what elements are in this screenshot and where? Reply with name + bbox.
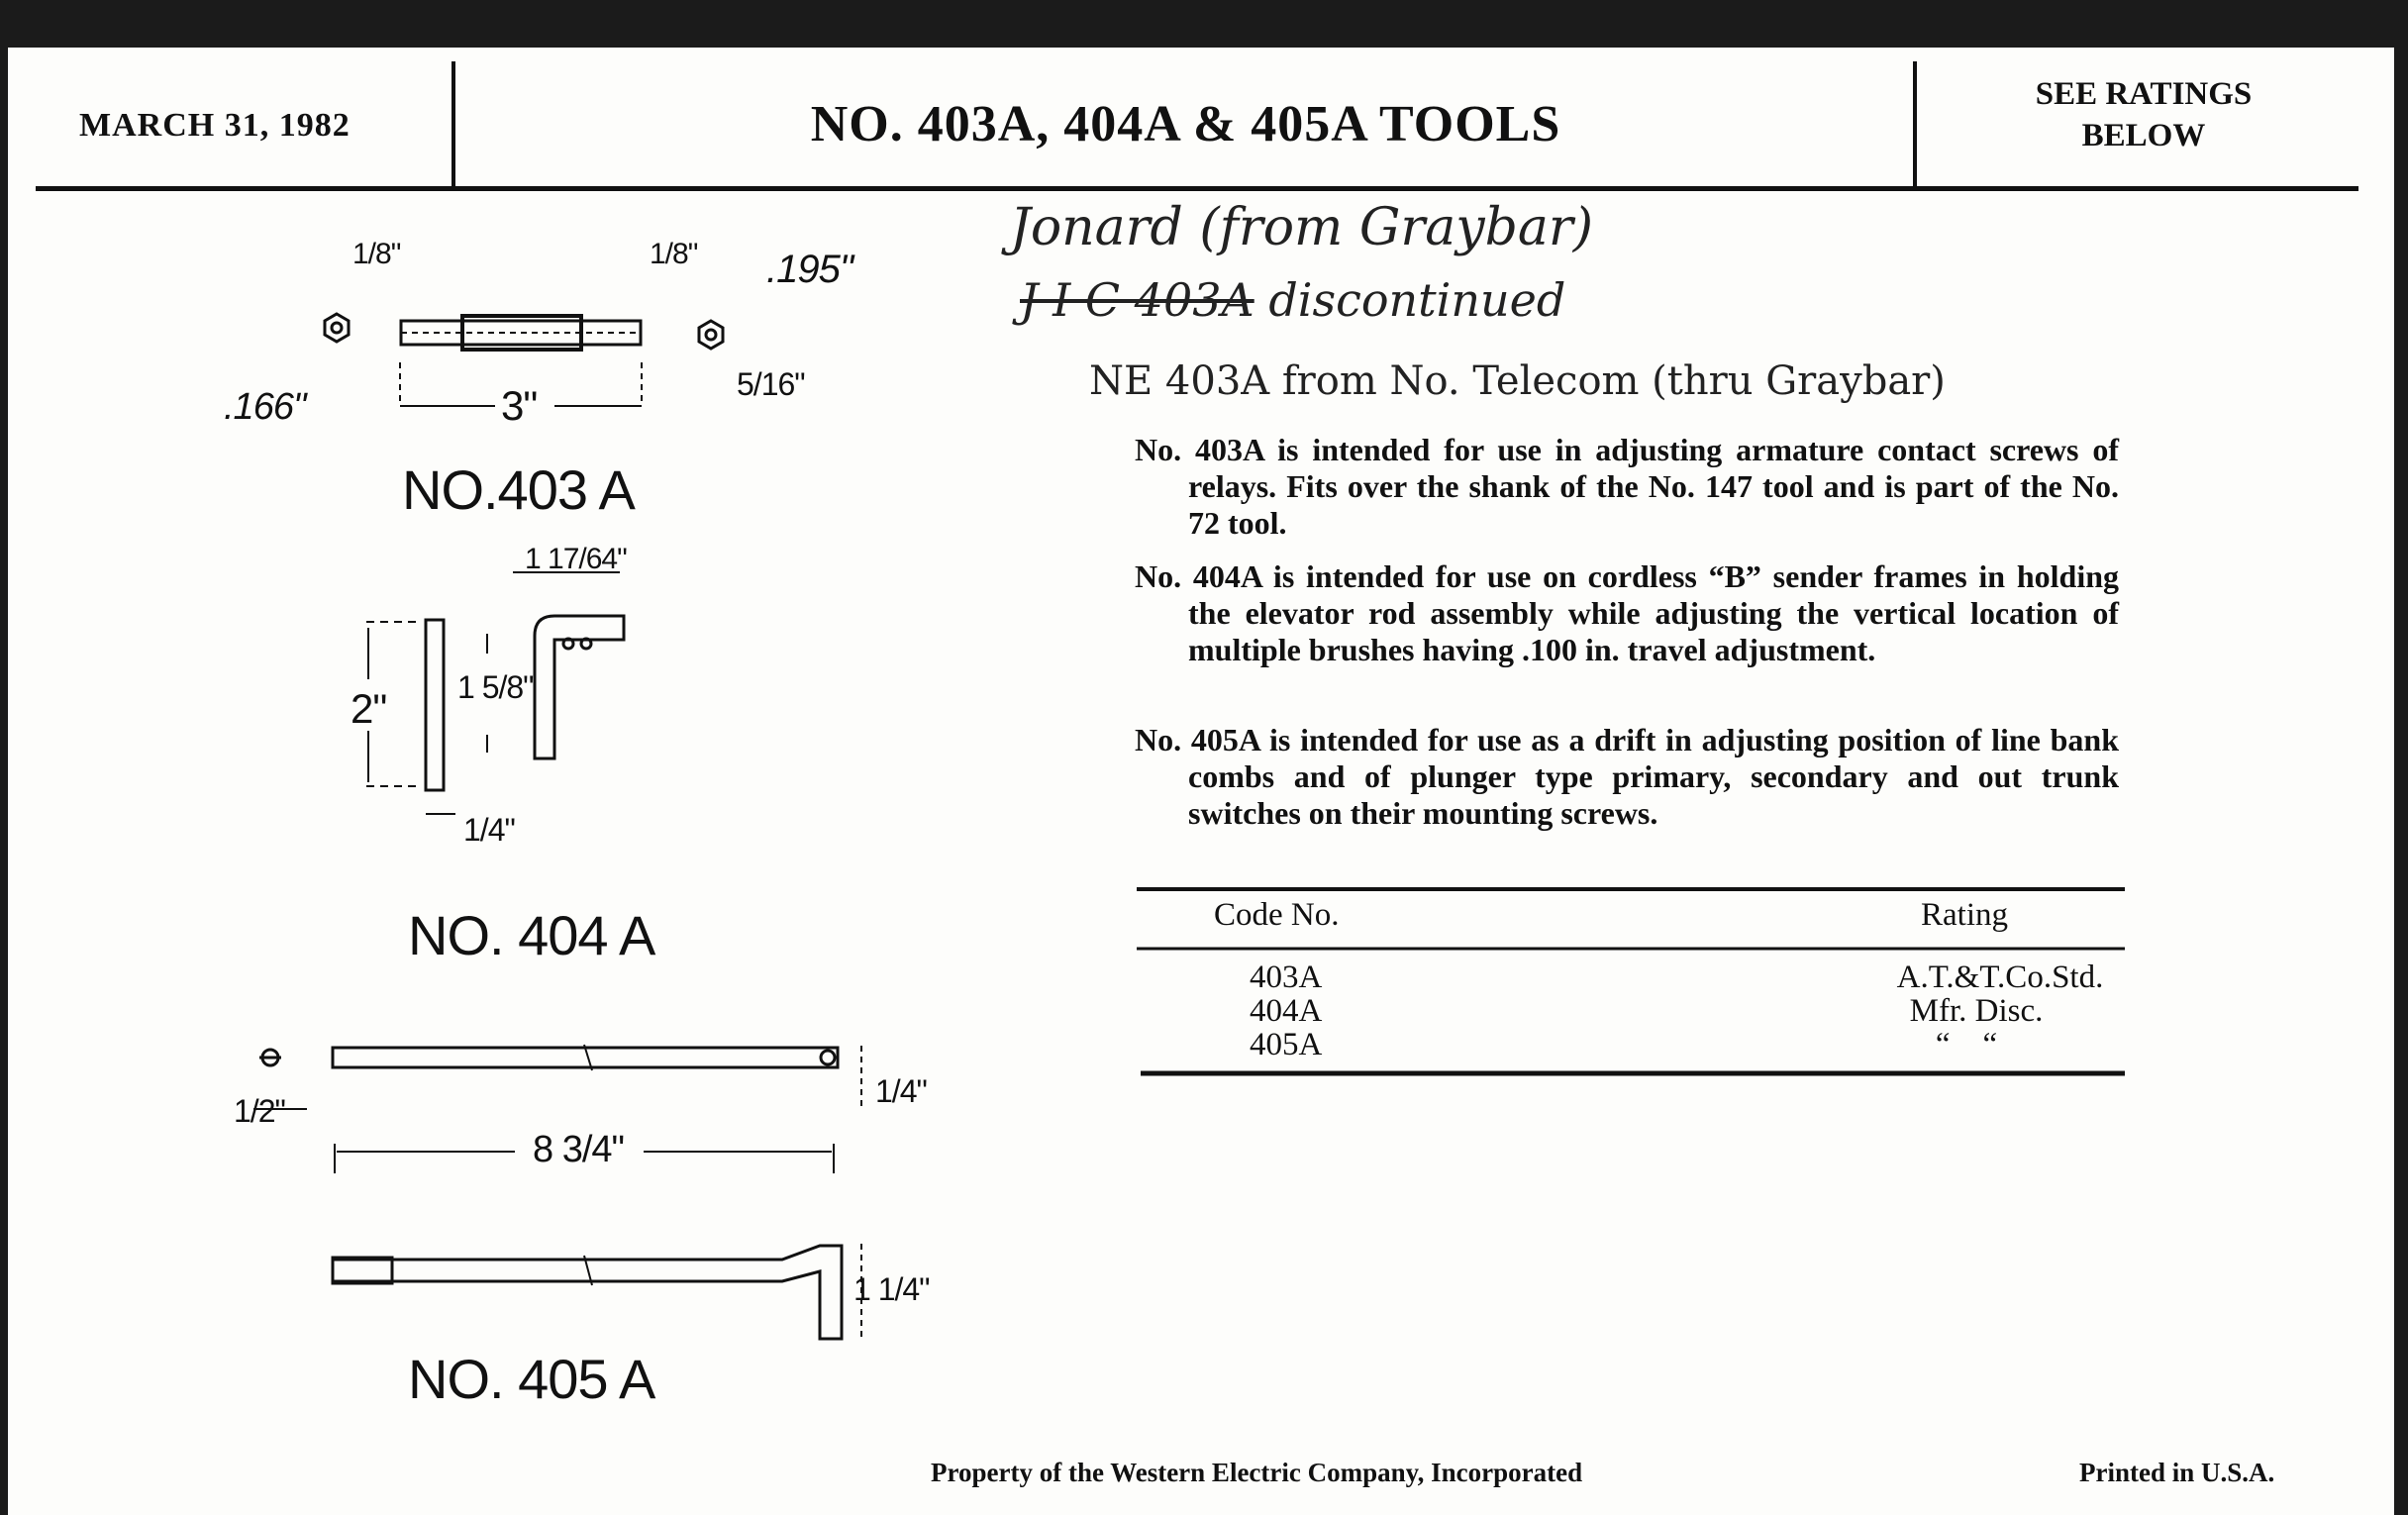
dim-404a-1-4: 1/4": [463, 812, 515, 848]
dim-405a-8-3-4: 8 3/4": [533, 1129, 625, 1170]
dim-405a-1-4: 1/4": [875, 1073, 927, 1109]
tool-404a-bracket: [535, 616, 624, 758]
dim-405a-1-2: 1/2": [234, 1093, 285, 1129]
description-405a: No. 405A is intended for use as a drift in adjusting position of line bank combs and of plunger type primary, secondary and out trunk switches on their mounting screws.: [1135, 722, 2119, 831]
dim-404a-1-17-64: 1 17/64": [525, 543, 627, 575]
handwritten-note-3: NE 403A from No. Telecom (thru Graybar): [1089, 358, 1946, 404]
table-cell-code: 404A: [1250, 993, 1323, 1029]
footer-printed: Printed in U.S.A.: [2079, 1458, 2275, 1487]
handwritten-discontinued: discontinued: [1268, 273, 1566, 327]
dim-403a-166: .166": [224, 386, 306, 428]
description-403a: No. 403A is intended for use in adjusting armature contact screws of relays. Fits over the shank of the No. 147 tool and is part of the No. 72 tool.: [1135, 432, 2119, 541]
table-cell-code: 405A: [1250, 1027, 1323, 1062]
label-no-404a: NO. 404 A: [408, 904, 655, 966]
dim-403a-195: .195": [766, 248, 853, 291]
dim-403a-1-8-left: 1/8": [352, 238, 401, 270]
label-no-405a: NO. 405 A: [408, 1348, 655, 1410]
dim-405a-1-1-4: 1 1/4": [853, 1271, 930, 1307]
tool-404a-bar: [426, 620, 444, 790]
handwritten-note-1: Jonard (from Graybar): [1010, 198, 1594, 257]
table-cell-rating: Mfr. Disc.: [1909, 993, 2044, 1029]
dim-403a-1-8-right: 1/8": [650, 238, 698, 270]
table-header-code: Code No.: [1214, 897, 1340, 933]
table-cell-rating: A.T.&T.Co.Std.: [1896, 960, 2104, 995]
dim-404a-2: 2": [351, 685, 387, 732]
dim-403a-3: 3": [501, 382, 538, 429]
footer-property: Property of the Western Electric Company, Incorporated: [931, 1458, 1583, 1487]
hex-nut-right: [699, 321, 723, 349]
hex-nut-left: [325, 314, 349, 342]
tool-405a-bent: [333, 1246, 842, 1339]
table-cell-rating: “ “: [1935, 1027, 1998, 1062]
date: MARCH 31, 1982: [79, 107, 351, 144]
table-cell-code: 403A: [1250, 960, 1323, 995]
dim-404a-1-5-8: 1 5/8": [457, 669, 534, 705]
drawing-405a-bottom: [333, 1244, 861, 1341]
label-no-403a: NO.403 A: [402, 458, 635, 521]
page-title: NO. 403A, 404A & 405A TOOLS: [810, 96, 1561, 152]
dim-403a-5-16: 5/16": [737, 366, 805, 402]
handwritten-struck-text: J I C 403A: [1020, 273, 1254, 327]
ratings-note-line1: SEE RATINGS: [2035, 76, 2253, 112]
description-404a: No. 404A is intended for use on cordless “B” sender frames in holding the elevator rod assembly while adjusting the vertical location of multiple brushes having .100 in. travel adjustment.: [1135, 558, 2119, 667]
table-header-rating: Rating: [1921, 897, 2008, 933]
ratings-note-line2: BELOW: [2081, 118, 2206, 153]
